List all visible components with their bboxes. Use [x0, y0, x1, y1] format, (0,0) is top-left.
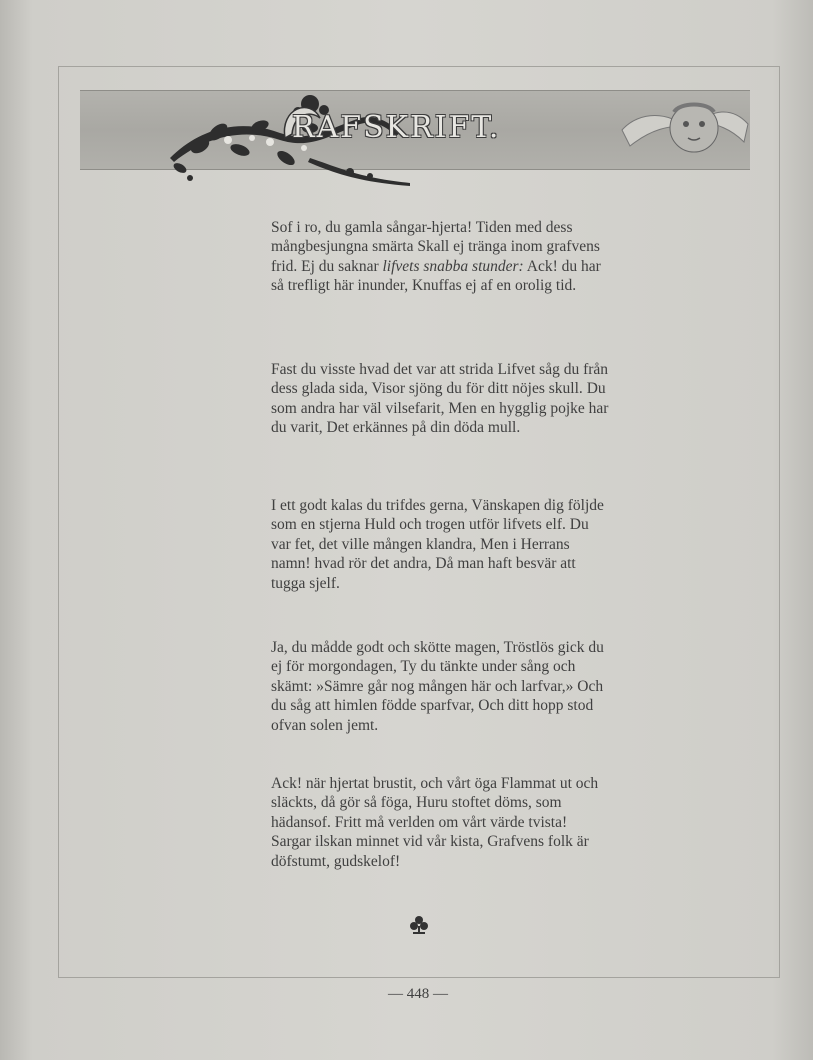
- poem-line: Fritt må verlden om vårt värde tvista!: [334, 813, 568, 831]
- poem-line: Ack! du har så trefligt här inunder,: [271, 257, 601, 295]
- poem-line: Och du såg att himlen födde sparfvar,: [271, 677, 604, 715]
- poem-line: Skall ej tränga inom grafvens frid.: [271, 238, 600, 275]
- poem-line: Sargar ilskan minnet vid vår kista,: [271, 833, 484, 851]
- club-ornament-icon: [408, 914, 430, 936]
- poem-line-emphasis: lifvets snabba stunder:: [382, 257, 524, 275]
- page-number: — 448 —: [388, 986, 448, 1002]
- poem-line: Knuffas ej af en orolig tid.: [411, 277, 577, 295]
- stanza-4: [271, 638, 611, 735]
- poem-line: Och ditt hopp stod ofvan solen jemt.: [271, 697, 594, 734]
- poem-line: Fast du visste hvad det var att strida: [271, 361, 494, 378]
- poem-line: Du var fet, det ville mången klandra,: [271, 516, 589, 553]
- stanza-3: [271, 496, 611, 593]
- poem-line: Huru stoftet döms, som hädansof.: [271, 794, 562, 831]
- stanza-5: [271, 774, 611, 871]
- poem-line: Då man haft besvär att tugga sjelf.: [271, 555, 576, 592]
- poem-line: Ack! när hjertat brustit, och vårt öga: [271, 775, 497, 792]
- poem-line: [301, 258, 524, 275]
- stanza-1: [271, 218, 611, 296]
- poem-line: Ja, du mådde godt och skötte magen,: [271, 639, 501, 656]
- poem-line: Du som andra har väl vilsefarit,: [271, 380, 606, 417]
- poem-line: Huld och trogen utför lifvets elf.: [364, 516, 566, 534]
- poem-line: Flammat ut och släckts, då gör så föga,: [271, 775, 599, 812]
- poem-line: Det erkännes på din döda mull.: [326, 419, 521, 437]
- poem-line: Sof i ro, du gamla sångar-hjerta!: [271, 219, 473, 236]
- stanza-2: [271, 360, 611, 438]
- poem-line: Ty du tänkte under sång och skämt:: [271, 658, 576, 695]
- poem-line: Men i Herrans namn! hvad rör det andra,: [271, 535, 570, 573]
- poem-line: Men en hygglig pojke har du varit,: [271, 399, 609, 437]
- poem-line: Grafvens folk är döfstumt, gudskelof!: [271, 833, 589, 870]
- poem-line: Vänskapen dig följde som en stjerna: [271, 497, 604, 534]
- poem-line: Lifvet såg du från dess glada sida,: [271, 361, 609, 398]
- banner-title: RAFSKRIFT.: [292, 110, 501, 145]
- poem-line: Tiden med dess mångbesjungna smärta: [271, 219, 573, 256]
- poem-line-prefix: Ej du saknar: [301, 257, 383, 275]
- poem-line: I ett godt kalas du trifdes gerna,: [271, 497, 468, 514]
- poem-line: »Sämre går nog mången här och larfvar,»: [316, 677, 574, 695]
- cherub-icon: [620, 90, 750, 166]
- poem-line: Tröstlös gick du ej för morgondagen,: [271, 639, 604, 676]
- poem-line: Visor sjöng du för ditt nöjes skull.: [371, 380, 583, 398]
